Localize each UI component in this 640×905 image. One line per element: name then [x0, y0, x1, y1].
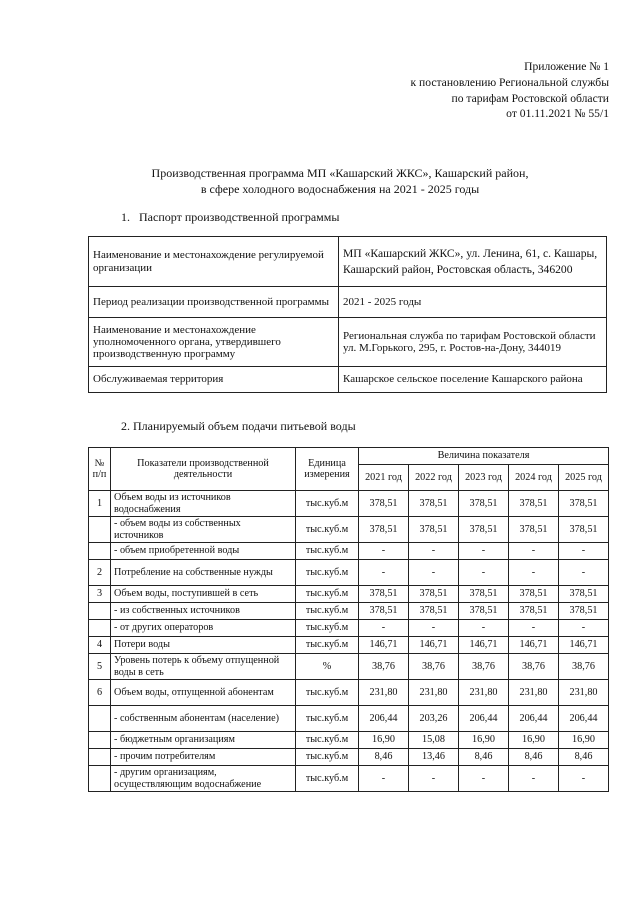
row-value: 378,51 — [409, 586, 459, 603]
row-number: 4 — [89, 637, 111, 654]
passport-label: Период реализации производственной программы — [89, 287, 339, 318]
row-value: 378,51 — [559, 603, 609, 620]
annex-header — [411, 59, 610, 122]
col-header-indicator: Показатели производственной деятельности — [111, 448, 296, 491]
row-indicator: - от других операторов — [111, 620, 296, 637]
table-row — [89, 637, 609, 654]
table-row — [89, 680, 609, 706]
passport-value-line-1: Региональная служба по тарифам Ростовской области — [343, 329, 596, 342]
row-indicator: - из собственных источников — [111, 603, 296, 620]
row-value: 203,26 — [409, 706, 459, 732]
row-value: 378,51 — [359, 603, 409, 620]
row-number — [89, 517, 111, 543]
row-value: 378,51 — [459, 603, 509, 620]
row-value: 38,76 — [459, 654, 509, 680]
row-indicator: - другим организациям, осуществляющим водоснабжение — [111, 766, 296, 792]
row-value: 378,51 — [509, 603, 559, 620]
row-value: - — [509, 620, 559, 637]
row-value: 16,90 — [459, 732, 509, 749]
passport-value: 2021 - 2025 годы — [339, 287, 607, 318]
row-unit: % — [296, 654, 359, 680]
row-unit: тыс.куб.м — [296, 637, 359, 654]
row-indicator: Уровень потерь к объему отпущенной воды в сеть — [111, 654, 296, 680]
row-value: - — [509, 560, 559, 586]
row-value: - — [359, 543, 409, 560]
row-number — [89, 766, 111, 792]
table-row — [89, 732, 609, 749]
passport-value-line-2: ул. М.Горького, 295, г. Ростов-на-Дону, 344019 — [343, 342, 561, 354]
row-value: 378,51 — [459, 517, 509, 543]
table-row — [89, 603, 609, 620]
row-value: 38,76 — [409, 654, 459, 680]
row-value: - — [409, 620, 459, 637]
row-value: 378,51 — [509, 586, 559, 603]
passport-label: Обслуживаемая территория — [89, 367, 339, 393]
col-header-year: 2025 год — [559, 465, 609, 491]
table-body — [89, 491, 609, 792]
passport-label: Наименование и местонахождение регулируемой организации — [89, 237, 339, 287]
row-value: 146,71 — [359, 637, 409, 654]
row-value: - — [559, 620, 609, 637]
row-unit: тыс.куб.м — [296, 766, 359, 792]
document-title — [90, 166, 590, 198]
annex-line-4: от 01.11.2021 № 55/1 — [506, 107, 609, 121]
row-number — [89, 749, 111, 766]
row-value: 146,71 — [459, 637, 509, 654]
row-value: 146,71 — [559, 637, 609, 654]
table-row — [89, 517, 609, 543]
row-value: 378,51 — [359, 491, 409, 517]
row-value: 231,80 — [359, 680, 409, 706]
col-header-value-group: Величина показателя — [359, 448, 609, 465]
row-value: - — [359, 766, 409, 792]
row-value: - — [559, 543, 609, 560]
row-number — [89, 620, 111, 637]
row-value: 378,51 — [409, 603, 459, 620]
row-value: 231,80 — [559, 680, 609, 706]
row-value: 8,46 — [509, 749, 559, 766]
row-value: - — [359, 560, 409, 586]
row-value: 206,44 — [509, 706, 559, 732]
col-header-year: 2021 год — [359, 465, 409, 491]
row-value: 38,76 — [359, 654, 409, 680]
row-value: 378,51 — [559, 491, 609, 517]
section-1-heading: 1. Паспорт производственной программы — [121, 210, 340, 224]
col-header-num: № п/п — [89, 448, 111, 491]
row-unit: тыс.куб.м — [296, 603, 359, 620]
col-header-year: 2023 год — [459, 465, 509, 491]
passport-table — [88, 236, 607, 393]
annex-line-2: к постановлению Региональной службы — [410, 75, 609, 89]
row-unit: тыс.куб.м — [296, 586, 359, 603]
row-value: 378,51 — [409, 517, 459, 543]
row-value: 8,46 — [359, 749, 409, 766]
row-value: 8,46 — [559, 749, 609, 766]
row-value: 16,90 — [559, 732, 609, 749]
title-line-1: Производственная программа МП «Кашарский ЖКС», Кашарский район, — [151, 166, 529, 180]
row-indicator: - объем воды из собственных источников — [111, 517, 296, 543]
row-value: 378,51 — [409, 491, 459, 517]
table-row — [89, 620, 609, 637]
row-value: 378,51 — [509, 517, 559, 543]
row-value: 16,90 — [359, 732, 409, 749]
row-value: 15,08 — [409, 732, 459, 749]
row-value: 231,80 — [509, 680, 559, 706]
row-value: - — [509, 543, 559, 560]
col-header-year: 2022 год — [409, 465, 459, 491]
table-row — [89, 491, 609, 517]
row-value: - — [559, 766, 609, 792]
row-unit: тыс.куб.м — [296, 749, 359, 766]
row-number: 5 — [89, 654, 111, 680]
table-row — [89, 560, 609, 586]
row-value: - — [409, 766, 459, 792]
table-row — [89, 766, 609, 792]
row-value: - — [409, 543, 459, 560]
col-header-unit: Единица измерения — [296, 448, 359, 491]
row-unit: тыс.куб.м — [296, 620, 359, 637]
row-value: 38,76 — [559, 654, 609, 680]
passport-value: МП «Кашарский ЖКС», ул. Ленина, 61, с. Кашары, Кашарский район, Ростовская область, 346200 — [339, 237, 607, 287]
row-value: 378,51 — [559, 586, 609, 603]
row-value: - — [509, 766, 559, 792]
row-value: 206,44 — [559, 706, 609, 732]
row-value: - — [459, 620, 509, 637]
table-row — [89, 654, 609, 680]
title-line-2: в сфере холодного водоснабжения на 2021 - 2025 годы — [200, 181, 480, 196]
row-value: 378,51 — [359, 586, 409, 603]
row-unit: тыс.куб.м — [296, 491, 359, 517]
row-value: 146,71 — [409, 637, 459, 654]
row-unit: тыс.куб.м — [296, 543, 359, 560]
row-value: 206,44 — [359, 706, 409, 732]
table-row — [89, 749, 609, 766]
table-row — [89, 543, 609, 560]
row-value: 146,71 — [509, 637, 559, 654]
row-indicator: Потребление на собственные нужды — [111, 560, 296, 586]
row-value: - — [459, 766, 509, 792]
row-value: 378,51 — [359, 517, 409, 543]
row-unit: тыс.куб.м — [296, 706, 359, 732]
row-value: - — [409, 560, 459, 586]
row-indicator: Объем воды, поступившей в сеть — [111, 586, 296, 603]
passport-row — [89, 237, 607, 287]
row-value: 378,51 — [459, 586, 509, 603]
row-number: 2 — [89, 560, 111, 586]
section-2-heading: 2. Планируемый объем подачи питьевой воды — [121, 419, 356, 433]
row-indicator: - собственным абонентам (население) — [111, 706, 296, 732]
row-value: 8,46 — [459, 749, 509, 766]
row-indicator: - прочим потребителям — [111, 749, 296, 766]
row-value: - — [559, 560, 609, 586]
row-value: 231,80 — [459, 680, 509, 706]
row-unit: тыс.куб.м — [296, 732, 359, 749]
passport-row — [89, 318, 607, 367]
row-value: 38,76 — [509, 654, 559, 680]
row-unit: тыс.куб.м — [296, 680, 359, 706]
table-row — [89, 586, 609, 603]
row-value: - — [459, 560, 509, 586]
row-number — [89, 706, 111, 732]
row-value: 13,46 — [409, 749, 459, 766]
row-number: 1 — [89, 491, 111, 517]
passport-value — [339, 318, 607, 367]
row-indicator: - объем приобретенной воды — [111, 543, 296, 560]
row-unit: тыс.куб.м — [296, 560, 359, 586]
row-number: 3 — [89, 586, 111, 603]
header-row — [89, 448, 609, 465]
table-row — [89, 706, 609, 732]
row-value: 378,51 — [459, 491, 509, 517]
row-value: 16,90 — [509, 732, 559, 749]
row-number — [89, 543, 111, 560]
row-indicator: - бюджетным организациям — [111, 732, 296, 749]
row-value: - — [459, 543, 509, 560]
passport-row — [89, 367, 607, 393]
row-number — [89, 732, 111, 749]
row-value: 206,44 — [459, 706, 509, 732]
row-value: 231,80 — [409, 680, 459, 706]
passport-label: Наименование и местонахождение уполномоченного органа, утвердившего производственную программу — [89, 318, 339, 367]
annex-line-1: Приложение № 1 — [524, 60, 609, 73]
row-number — [89, 603, 111, 620]
row-value: 378,51 — [509, 491, 559, 517]
annex-line-3: по тарифам Ростовской области — [451, 91, 609, 105]
row-indicator: Объем воды из источников водоснабжения — [111, 491, 296, 517]
row-value: 378,51 — [559, 517, 609, 543]
col-header-year: 2024 год — [509, 465, 559, 491]
passport-value: Кашарское сельское поселение Кашарского района — [339, 367, 607, 393]
row-indicator: Потери воды — [111, 637, 296, 654]
water-volume-table — [88, 447, 609, 792]
passport-row — [89, 287, 607, 318]
row-unit: тыс.куб.м — [296, 517, 359, 543]
row-number: 6 — [89, 680, 111, 706]
row-value: - — [359, 620, 409, 637]
row-indicator: Объем воды, отпущенной абонентам — [111, 680, 296, 706]
